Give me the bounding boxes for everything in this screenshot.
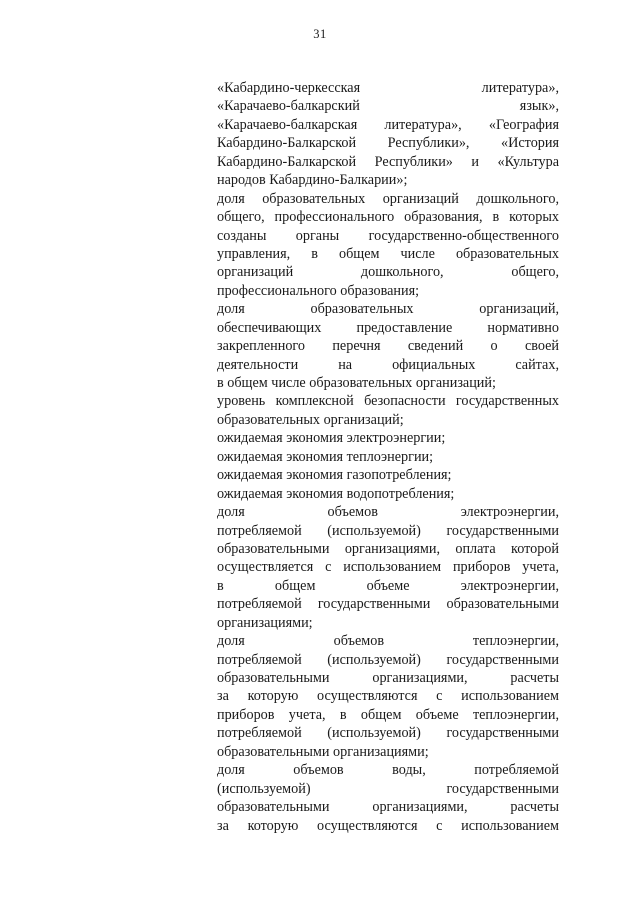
text-line: управления, в общем числе образовательных [217, 245, 559, 262]
text-line: ожидаемая экономия газопотребления; [217, 467, 452, 484]
text-line: образовательными организациями, оплата которой [217, 540, 559, 557]
text-line: потребляемой (используемой) государственными [217, 522, 559, 539]
text-line: «Карачаево-балкарский язык», [217, 98, 559, 115]
text-line: организациями; [217, 614, 313, 631]
text-line: созданы органы государственно-общественного [217, 227, 559, 244]
text-line: образовательных организаций; [217, 411, 404, 428]
text-line: закрепленного перечня сведений о своей [217, 338, 559, 355]
text-line: «Кабардино-черкесская литература», [217, 80, 559, 96]
text-line: организаций дошкольного, общего, [217, 264, 559, 281]
text-line: потребляемой (используемой) государственными [217, 725, 559, 742]
text-line: уровень комплексной безопасности государственных [217, 393, 559, 410]
text-line: деятельности на официальных сайтах, [217, 356, 559, 373]
text-line: осуществляется с использованием приборов учета, [217, 559, 559, 576]
text-line: образовательными организациями, расчеты [217, 670, 559, 686]
text-line: потребляемой (используемой) государственными [217, 651, 559, 668]
text-line: потребляемой государственными образовательными [217, 596, 559, 613]
text-line: профессионального образования; [217, 282, 420, 299]
text-line: доля образовательных организаций дошкольного, [217, 190, 559, 207]
text-line: доля образовательных организаций, [217, 301, 559, 318]
text-line: ожидаемая экономия водопотребления; [217, 485, 455, 502]
text-line: «Карачаево-балкарская литература», «География [217, 116, 559, 133]
page-number: 31 [313, 27, 327, 41]
text-line: общего, профессионального образования, в которых [217, 209, 559, 226]
text-line: Кабардино-Балкарской Республики» и «Культура [217, 153, 559, 170]
text-line: доля объемов электроэнергии, [217, 504, 559, 521]
text-line: доля объемов воды, потребляемой [217, 762, 559, 779]
text-line: Кабардино-Балкарской Республики», «История [217, 135, 559, 152]
text-line: за которую осуществляются с использованием [217, 817, 559, 834]
text-line: за которую осуществляются с использованием [217, 688, 559, 705]
text-line: доля объемов теплоэнергии, [217, 633, 559, 650]
text-line: образовательными организациями; [217, 743, 429, 760]
text-line: образовательными организациями, расчеты [217, 799, 559, 816]
document-body-text [217, 79, 559, 835]
text-line: в общем объеме электроэнергии, [217, 577, 559, 594]
text-line: ожидаемая экономия теплоэнергии; [217, 448, 434, 465]
text-line: народов Кабардино-Балкарии»; [217, 172, 408, 189]
text-line: приборов учета, в общем объеме теплоэнергии, [217, 706, 559, 723]
text-line: ожидаемая экономия электроэнергии; [217, 430, 446, 447]
text-line: (используемой) государственными [217, 780, 559, 797]
text-line: обеспечивающих предоставление нормативно [217, 319, 559, 336]
text-line: в общем числе образовательных организаций; [217, 375, 496, 391]
